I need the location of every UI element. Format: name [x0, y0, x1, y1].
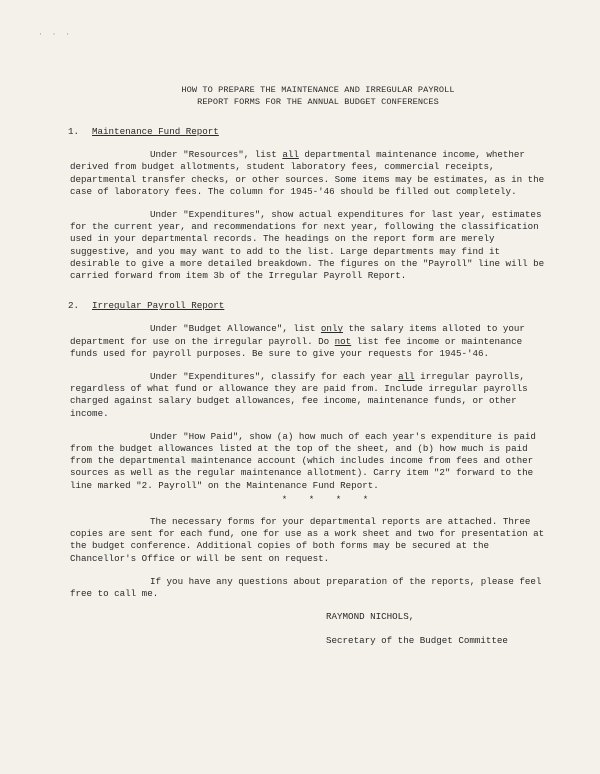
signature-block [326, 611, 548, 646]
section-2-expenditures-paragraph: Under "Expenditures", classify for each year all irregular payrolls, regardless of what fund or allowance they are paid from. Include irregular payrolls charged against salary budget allowances, fee income, maintenance funds, or other income. [70, 371, 528, 419]
section-2-allowance-paragraph: Under "Budget Allowance", list only the salary items alloted to your department for use on the irregular payroll. Do not list fee income or maintenance funds used for payroll purposes. Be sure to give your requests for 1945-'46. [70, 323, 525, 359]
closing-questions-paragraph: If you have any questions about preparation of the reports, please feel free to call me. [70, 575, 542, 600]
emphasis-all: all [282, 149, 299, 161]
section-2-heading [70, 300, 548, 312]
section-1-number: 1. [68, 126, 80, 137]
closing-forms-paragraph: The necessary forms for your departmental reports are attached. Three copies are sent for each fund, one for use as a work sheet and two for presentation at the budget conference. Additional copies of both forms may be secured at the Chancellor's Office or will be sent on request. [70, 516, 545, 564]
title-line-2: REPORT FORMS FOR THE ANNUAL BUDGET CONFERENCES [197, 96, 439, 107]
document-body [70, 85, 548, 647]
section-1-expenditures-paragraph: Under "Expenditures", show actual expenditures for last year, estimates for the current year, and recommendations for next year, following the classification used in your departmental records. The headings on the report form are merely suggestive, and you may want to add to the list. Large departments may find it desirable to give a more detailed breakdown. The figures on the "Payroll" line will be carried forward from item 3b of the Irregular Payroll Report. [70, 209, 545, 282]
emphasis-not: not [334, 335, 352, 347]
section-1-label: Maintenance Fund Report [92, 126, 219, 137]
emphasis-all-2: all [398, 371, 415, 383]
section-1-resources-paragraph: Under "Resources", list all departmental maintenance income, whether derived from budget allotments, student laboratory fees, commercial receipts, departmental transfer checks, or other sources. Some items may be estimates, as in the case of laboratory fees. The column for 1945-'46 should be filled out completely. [70, 149, 545, 197]
section-2-how-paid-paragraph: Under "How Paid", show (a) how much of each year's expenditure is paid from the budget allowances listed at the top of the sheet, and (b) how much is paid from the departmental maintenance account (which includes income from fees and other sources as well as the regular maintenance allotment). Carry item "2" forward to the line marked "2. Payroll" on the Maintenance Fund Report. [70, 430, 536, 491]
corner-marks: · · · [38, 30, 73, 39]
section-1-heading [70, 126, 548, 138]
emphasis-only: only [320, 323, 343, 335]
section-2-number: 2. [68, 300, 80, 312]
document-title [88, 85, 548, 108]
section-2-label: Irregular Payroll Report [92, 300, 225, 312]
title-line-1: HOW TO PREPARE THE MAINTENANCE AND IRREGULAR PAYROLL [181, 85, 455, 95]
signature-name: RAYMOND NICHOLS, [326, 611, 415, 623]
signature-title: Secretary of the Budget Committee [326, 634, 508, 646]
section-divider-stars: * * * * [281, 493, 377, 505]
